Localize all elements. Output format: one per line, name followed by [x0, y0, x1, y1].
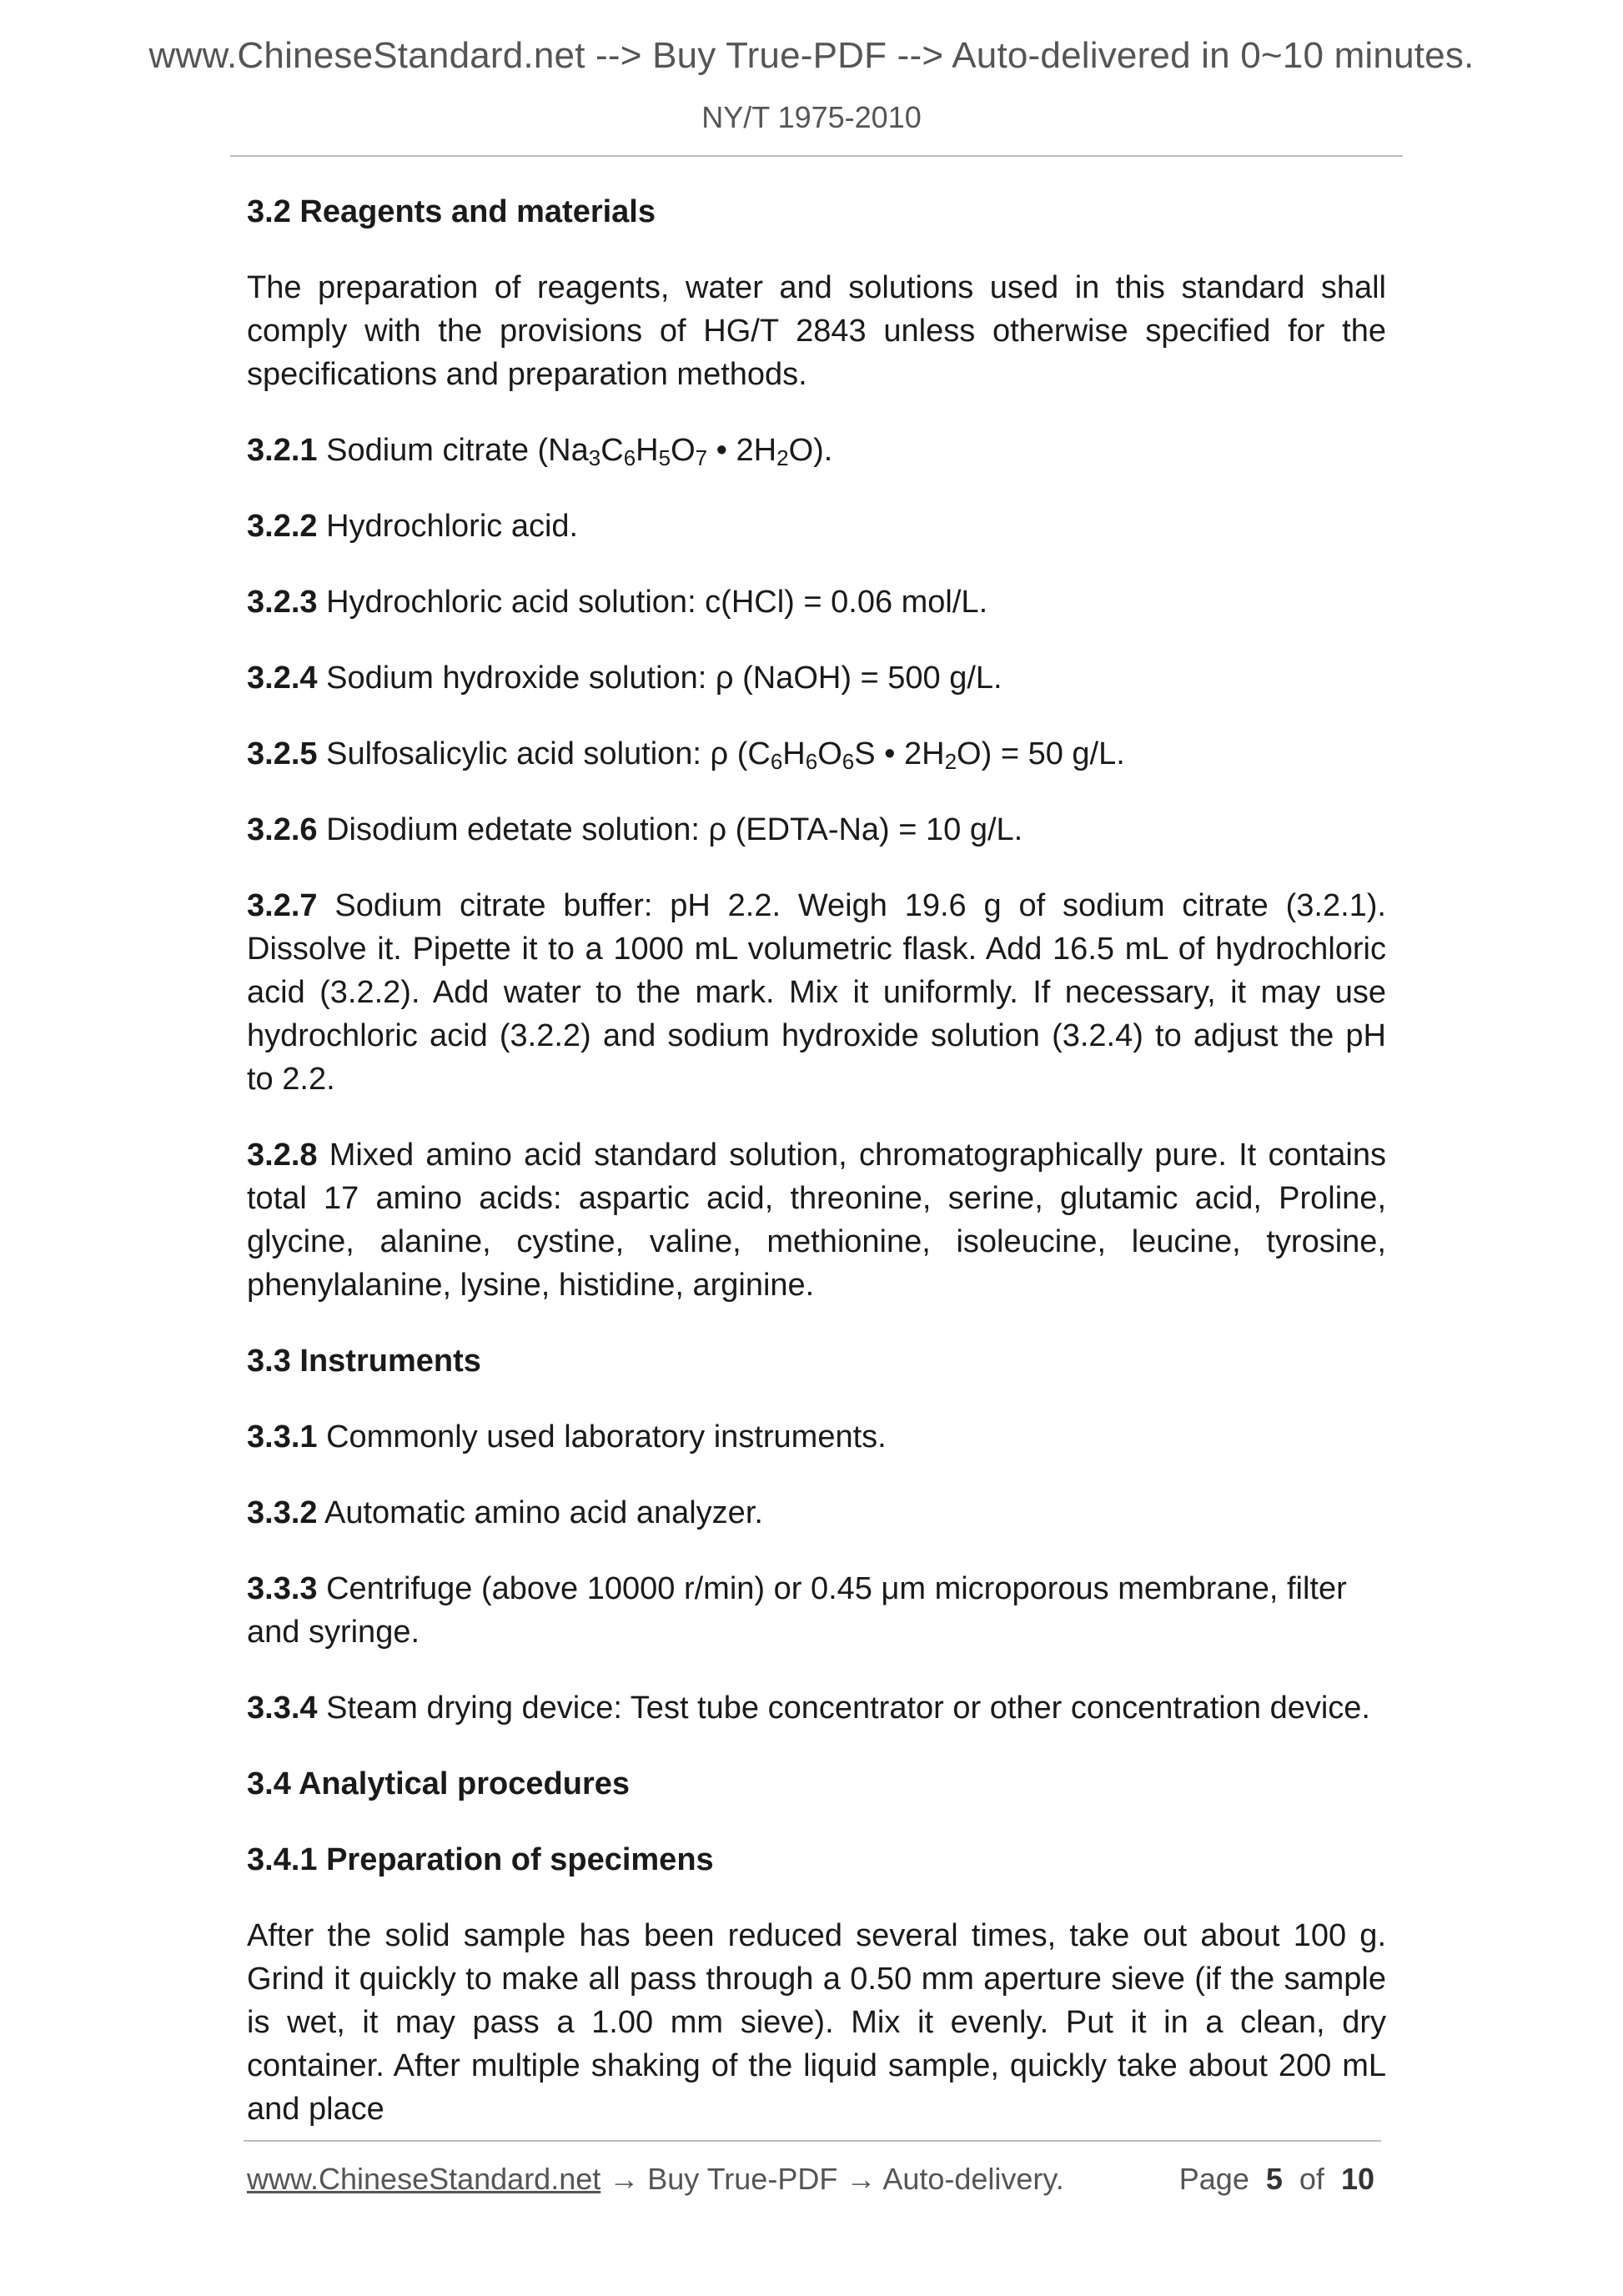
- total-pages: 10: [1340, 2162, 1374, 2196]
- clause-3-3-3: [247, 1567, 1386, 1654]
- clause-3-2-5: [247, 732, 1386, 776]
- clause-3-2-3: [247, 580, 1386, 624]
- clause-text: Mixed amino acid standard solution, chromatographically pure. It contains total 17 amino acids: aspartic acid, threonine, serine, glutamic acid, Proline, glycine, alanine, cystine, valine, methionine, isoleucine, leucine, tyrosine, phenylalanine, lysine, histidine, arginine.: [247, 1138, 1387, 1303]
- of-label: of: [1299, 2162, 1324, 2196]
- clause-number: 3.2.8: [247, 1138, 318, 1173]
- document-code: NY/T 1975-2010: [701, 100, 922, 134]
- page-content: [247, 190, 1386, 2131]
- top-banner: www.ChineseStandard.net --> Buy True-PDF --> Auto-delivered in 0~10 minutes.: [148, 35, 1475, 76]
- clause-text: Steam drying device: Test tube concentrator or other concentration device.: [326, 1691, 1370, 1726]
- clause-number: 3.2.7: [247, 888, 318, 923]
- clause-3-2-6: [247, 808, 1386, 852]
- clause-number: 3.2.3: [247, 585, 318, 620]
- clause-text: Hydrochloric acid solution: c(HCl) = 0.06 mol/L.: [326, 585, 988, 620]
- clause-number: 3.3.2: [247, 1495, 318, 1530]
- footer-tagline: → Buy True-PDF → Auto-delivery.: [600, 2162, 1064, 2196]
- clause-text: Sodium hydroxide solution: ρ (NaOH) = 500 g/L.: [326, 661, 1002, 696]
- page-label: Page: [1178, 2162, 1249, 2196]
- clause-text: Hydrochloric acid.: [326, 509, 579, 544]
- clause-number: 3.2.6: [247, 812, 318, 847]
- current-page: 5: [1265, 2162, 1283, 2196]
- clause-3-3-4: [247, 1686, 1386, 1730]
- clause-3-2-2: [247, 505, 1386, 548]
- clause-number: 3.2.1: [247, 433, 318, 468]
- section-heading-3-3: 3.3 Instruments: [247, 1344, 481, 1379]
- clause-3-2-8: [247, 1133, 1386, 1307]
- clause-text: Sulfosalicylic acid solution: ρ ($C_6H_6O_6S$ • $2H_2O) = 50$ g/L.: [326, 736, 1125, 774]
- section-3-2-intro: The preparation of reagents, water and solutions used in this standard shall comply with the provisions of HG/T 2843 unless otherwise specified for the specifications and preparation methods.: [247, 270, 1386, 392]
- clause-text: Disodium edetate solution: ρ (EDTA-Na) = 10 g/L.: [326, 812, 1023, 847]
- clause-3-3-2: [247, 1491, 1386, 1535]
- clause-text: Commonly used laboratory instruments.: [326, 1419, 887, 1454]
- clause-number: 3.3.1: [247, 1419, 318, 1454]
- header-divider: [230, 155, 1403, 157]
- clause-text: Automatic amino acid analyzer.: [324, 1495, 763, 1530]
- section-heading-3-4: 3.4 Analytical procedures: [247, 1766, 631, 1801]
- clause-3-2-1: [247, 429, 1386, 472]
- page-number: [1179, 2162, 1374, 2197]
- clause-number: 3.2.5: [247, 736, 318, 771]
- section-heading-3-2: 3.2 Reagents and materials: [247, 194, 656, 229]
- page-footer: [247, 2162, 1378, 2197]
- clause-3-3-1: [247, 1415, 1386, 1459]
- clause-text: Sodium citrate ($Na_3C_6H_5O_7$ • $2H_2O$).: [326, 433, 833, 470]
- clause-number: 3.2.2: [247, 509, 318, 544]
- clause-number: 3.2.4: [247, 661, 318, 696]
- clause-number: 3.3.4: [247, 1691, 318, 1726]
- section-3-4-1-text: After the solid sample has been reduced several times, take out about 100 g. Grind it quickly to make all pass through a 0.50 mm aperture sieve (if the sample is wet, it may pass a 1.00 mm sieve). Mix it evenly. Put it in a clean, dry container. After multiple shaking of the liquid sample, quickly take about 200 mL and place: [247, 1918, 1386, 2127]
- section-heading-3-4-1: 3.4.1 Preparation of specimens: [247, 1842, 714, 1877]
- clause-text: Sodium citrate buffer: pH 2.2. Weigh 19.6 g of sodium citrate (3.2.1). Dissolve it. Pipette it to a 1000 mL volumetric flask. Add 16.5 mL of hydrochloric acid (3.2.2). Add water to the mark. Mix it uniformly. If necessary, it may use hydrochloric acid (3.2.2) and sodium hydroxide solution (3.2.4) to adjust the pH to 2.2.: [247, 888, 1386, 1097]
- footer-divider: [244, 2140, 1381, 2142]
- footer-website-link[interactable]: www.ChineseStandard.net: [247, 2162, 601, 2196]
- clause-number: 3.3.3: [247, 1571, 318, 1606]
- clause-3-2-4: [247, 656, 1386, 700]
- clause-text: Centrifuge (above 10000 r/min) or 0.45 μm microporous membrane, filter and syringe.: [247, 1571, 1347, 1650]
- clause-3-2-7: [247, 884, 1386, 1101]
